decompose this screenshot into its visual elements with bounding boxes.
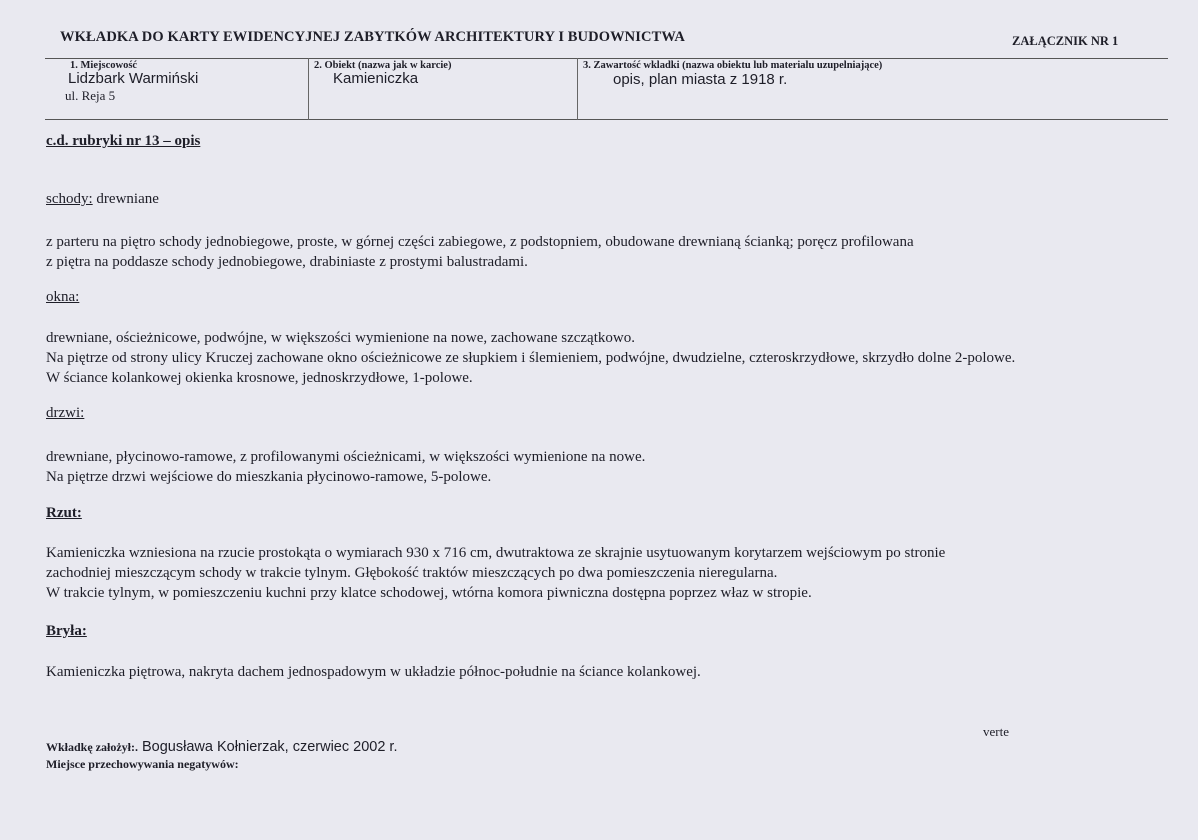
document-title: WKŁADKA DO KARTY EWIDENCYJNEJ ZABYTKÓW ARCHITEKTURY I BUDOWNICTWA bbox=[60, 29, 685, 45]
text-line: Na piętrze drzwi wejściowe do mieszkania płycinowo-ramowe, 5-polowe. bbox=[46, 469, 492, 485]
rzut-text bbox=[46, 543, 945, 603]
created-by-label: Wkładkę założył:. bbox=[46, 740, 138, 754]
verte-note: verte bbox=[983, 724, 1009, 739]
annex-number: ZAŁĄCZNIK NR 1 bbox=[1012, 34, 1119, 48]
object-label: 2. Obiekt (nazwa jak w karcie) bbox=[314, 60, 452, 71]
section-title: c.d. rubryki nr 13 – opis bbox=[46, 133, 201, 149]
object-value: Kamieniczka bbox=[333, 70, 419, 87]
schody-heading: schody: bbox=[46, 191, 93, 207]
okna-text bbox=[46, 328, 1015, 388]
contents-label: 3. Zawartość wkladki (nazwa obiektu lub materialu uzupelniające) bbox=[583, 60, 883, 71]
column-divider bbox=[577, 58, 578, 120]
text-line: W ściance kolankowej okienka krosnowe, jednoskrzydłowe, 1-polowe. bbox=[46, 370, 473, 386]
schody-summary: drewniane bbox=[92, 191, 159, 207]
locality-address: ul. Reja 5 bbox=[65, 88, 116, 103]
text-line: Na piętrze od strony ulicy Kruczej zachowane okno ościeżnicowe ze słupkiem i ślemieniem, podwójne, dwudzielne, czteroskrzydłowe, skrzydło dolne 2-polowe. bbox=[46, 350, 1016, 366]
drzwi-heading: drzwi: bbox=[46, 405, 85, 421]
drzwi-text bbox=[46, 447, 645, 487]
created-by-line bbox=[46, 738, 398, 756]
header-bottom-rule bbox=[45, 119, 1168, 120]
text-line: z parteru na piętro schody jednobiegowe, proste, w górnej części zabiegowe, z podstopniem, obudowane drewnianą ścianką; poręcz profilowana bbox=[46, 234, 914, 250]
column-divider bbox=[308, 58, 309, 120]
locality-label: 1. Miejscowość bbox=[70, 60, 138, 71]
okna-heading: okna: bbox=[46, 289, 80, 305]
text-line: W trakcie tylnym, w pomieszczeniu kuchni przy klatce schodowej, wtórna komora piwniczna dostępna poprzez właz w stropie. bbox=[46, 585, 812, 601]
bryla-heading: Bryła: bbox=[46, 623, 87, 639]
schody-heading-line bbox=[46, 189, 159, 209]
text-line: Kamieniczka piętrowa, nakryta dachem jednospadowym w układzie północ-południe na ściance kolankowej. bbox=[46, 664, 701, 680]
negatives-location-label: Miejsce przechowywania negatywów: bbox=[46, 757, 239, 771]
header-top-rule bbox=[45, 58, 1168, 59]
rzut-heading: Rzut: bbox=[46, 505, 82, 521]
bryla-text bbox=[46, 662, 701, 682]
text-line: z piętra na poddasze schody jednobiegowe, drabiniaste z prostymi balustradami. bbox=[46, 254, 528, 270]
contents-value: opis, plan miasta z 1918 r. bbox=[613, 71, 788, 88]
text-line: zachodniej mieszczącym schody w trakcie tylnym. Głębokość traktów mieszczących po dwa pomieszczenia nieregularna. bbox=[46, 565, 778, 581]
locality-value: Lidzbark Warmiński bbox=[68, 70, 199, 87]
schody-text bbox=[46, 232, 914, 272]
text-line: Kamieniczka wzniesiona na rzucie prostokąta o wymiarach 930 x 716 cm, dwutraktowa ze skrajnie usytuowanym korytarzem wejściowym po stronie bbox=[46, 545, 946, 561]
text-line: drewniane, płycinowo-ramowe, z profilowanymi ościeżnicami, w większości wymienione na nowe. bbox=[46, 449, 646, 465]
created-by-value: Bogusława Kołnierzak, czerwiec 2002 r. bbox=[142, 739, 398, 755]
text-line: drewniane, ościeżnicowe, podwójne, w większości wymienione na nowe, zachowane szczątkowo. bbox=[46, 330, 635, 346]
